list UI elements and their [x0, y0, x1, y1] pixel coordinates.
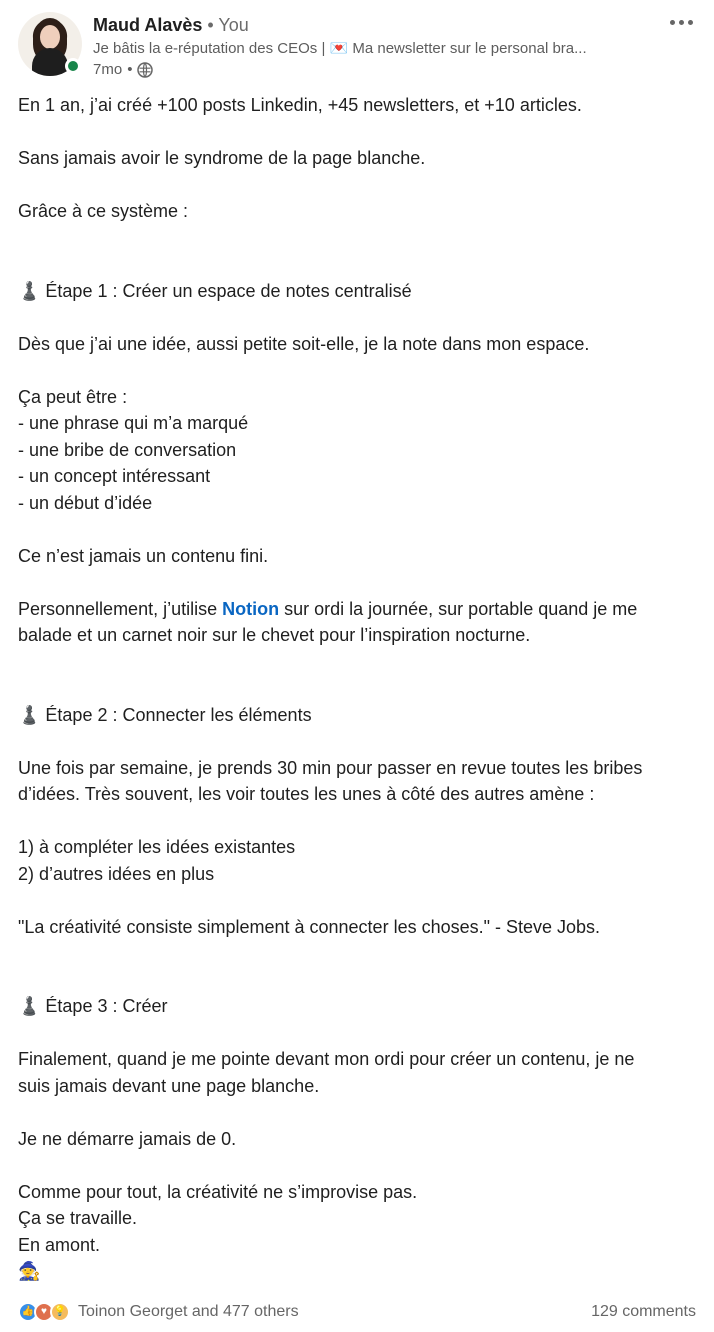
author-headline: Je bâtis la e-réputation des CEOs | 💌 Ma newsletter sur le personal bra...	[93, 40, 587, 57]
post-line: - une phrase qui m’a marqué	[18, 413, 249, 433]
reactions-summary[interactable]	[18, 1302, 299, 1322]
post-time: 7mo	[93, 61, 123, 78]
relationship-label: You	[218, 15, 249, 35]
blank-line	[18, 967, 698, 994]
post-line-text: sur ordi la journée, sur portable quand je me	[279, 598, 638, 619]
reactions-text: Toinon Georget and 477 others	[78, 1303, 299, 1320]
post-line: - un début d’idée	[18, 492, 153, 513]
wizard-emoji: 🧙	[18, 1261, 41, 1281]
post-line: Sans jamais avoir le syndrome de la page blanche.	[18, 148, 426, 168]
insight-icon: 💡	[50, 1302, 70, 1322]
blank-line	[18, 728, 698, 755]
blank-line	[18, 304, 698, 331]
presence-indicator	[65, 58, 81, 74]
blank-line	[18, 1099, 698, 1126]
post-line: Finalement, quand je me pointe devant mon ordi pour créer un contenu, je ne	[18, 1049, 635, 1069]
post-line: balade et un carnet noir sur le chevet pour l’inspiration nocturne.	[18, 625, 531, 645]
post-line: d’idées. Très souvent, les voir toutes les unes à côté des autres amène :	[18, 784, 595, 804]
time-separator: •	[127, 61, 133, 78]
avatar-body	[32, 48, 68, 76]
avatar-face	[40, 25, 60, 49]
post-line: Ça peut être :	[18, 386, 128, 407]
reaction-icons	[18, 1302, 72, 1322]
post-content	[18, 92, 698, 1285]
post-line: "La créativité consiste simplement à connecter les choses." - Steve Jobs.	[18, 916, 601, 937]
blank-line	[18, 569, 698, 596]
post-line: Je ne démarre jamais de 0.	[18, 1128, 237, 1149]
more-dot-icon	[670, 20, 675, 25]
blank-line	[18, 1152, 698, 1179]
blank-line	[18, 675, 698, 702]
post-line: ♟️ Étape 3 : Créer	[18, 996, 168, 1016]
post-line: En amont.	[18, 1234, 101, 1255]
blank-line	[18, 516, 698, 543]
blank-line	[18, 251, 698, 278]
post-line: 1) à compléter les idées existantes	[18, 837, 296, 857]
blank-line	[18, 119, 698, 146]
post-line: ♟️ Étape 2 : Connecter les éléments	[18, 704, 312, 725]
post-line: 2) d’autres idées en plus	[18, 863, 215, 884]
post-line: Comme pour tout, la créativité ne s’improvise pas.	[18, 1181, 418, 1202]
blank-line	[18, 649, 698, 676]
like-icon: 👍	[18, 1302, 38, 1322]
post-line: Ce n’est jamais un contenu fini.	[18, 545, 269, 566]
blank-line	[18, 940, 698, 967]
author-name[interactable]: Maud Alavès	[93, 15, 203, 35]
blank-line	[18, 172, 698, 199]
blank-line	[18, 808, 698, 835]
post-line: Une fois par semaine, je prends 30 min pour passer en revue toutes les bribes	[18, 757, 643, 778]
blank-line	[18, 887, 698, 914]
post-header	[18, 12, 696, 82]
post-line: Grâce à ce système :	[18, 201, 189, 221]
name-separator: •	[207, 15, 214, 35]
post-meta	[93, 61, 153, 79]
more-dot-icon	[688, 20, 693, 25]
more-dot-icon	[679, 20, 684, 25]
comments-count[interactable]: 129 comments	[591, 1303, 696, 1320]
post-social-bar	[18, 1298, 696, 1326]
love-icon: ♥	[34, 1302, 54, 1322]
post-line: suis jamais devant une page blanche.	[18, 1075, 320, 1096]
author-name-line	[93, 14, 249, 36]
more-options-button[interactable]	[664, 12, 698, 32]
post-line-text: Personnellement, j’utilise	[18, 598, 223, 619]
notion-link[interactable]: Notion	[222, 598, 280, 619]
post-line: En 1 an, j’ai créé +100 posts Linkedin, +45 newsletters, et +10 articles.	[18, 95, 582, 115]
blank-line	[18, 1020, 698, 1047]
globe-icon	[137, 62, 153, 78]
post-line: ♟️ Étape 1 : Créer un espace de notes centralisé	[18, 280, 412, 301]
blank-line	[18, 357, 698, 384]
post-line: Ça se travaille.	[18, 1208, 138, 1228]
blank-line	[18, 225, 698, 252]
post-line-with-link	[18, 596, 698, 623]
post-line: - une bribe de conversation	[18, 439, 237, 460]
post-line: Dès que j’ai une idée, aussi petite soit-elle, je la note dans mon espace.	[18, 333, 590, 354]
post-line: - un concept intéressant	[18, 466, 211, 486]
